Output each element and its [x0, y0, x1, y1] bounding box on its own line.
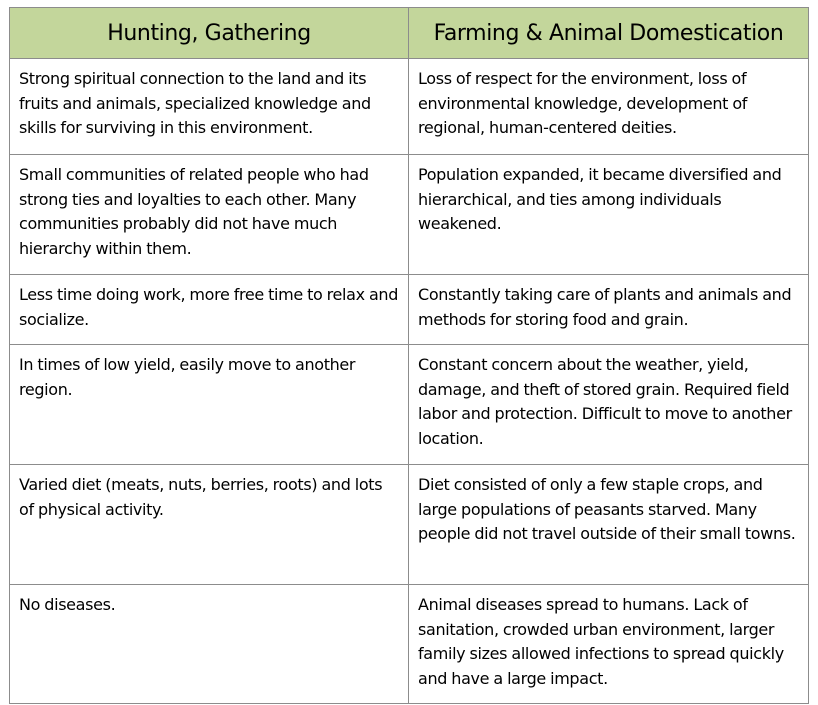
table-row	[10, 585, 809, 704]
hunting-cell: Less time doing work, more free time to relax and socialize.	[10, 275, 409, 345]
hunting-cell: In times of low yield, easily move to another region.	[10, 345, 409, 465]
farming-cell: Population expanded, it became diversified and hierarchical, and ties among individuals weakened.	[409, 155, 809, 275]
farming-cell: Constant concern about the weather, yield, damage, and theft of stored grain. Required field labor and protection. Difficult to move to another location.	[409, 345, 809, 465]
header-row	[10, 8, 809, 59]
hunting-cell: Small communities of related people who had strong ties and loyalties to each other. Many communities probably did not have much hierarchy within them.	[10, 155, 409, 275]
farming-cell: Diet consisted of only a few staple crops, and large populations of peasants starved. Many people did not travel outside of their small towns.	[409, 465, 809, 585]
header-hunting-gathering: Hunting, Gathering	[10, 8, 409, 59]
table-row	[10, 345, 809, 465]
table-row	[10, 155, 809, 275]
table-row	[10, 59, 809, 155]
header-farming-domestication: Farming & Animal Domestication	[409, 8, 809, 59]
table-row	[10, 465, 809, 585]
hunting-cell: No diseases.	[10, 585, 409, 704]
farming-cell: Loss of respect for the environment, loss of environmental knowledge, development of regional, human-centered deities.	[409, 59, 809, 155]
hunting-cell: Strong spiritual connection to the land and its fruits and animals, specialized knowledge and skills for surviving in this environment.	[10, 59, 409, 155]
farming-cell: Constantly taking care of plants and animals and methods for storing food and grain.	[409, 275, 809, 345]
comparison-table	[9, 7, 809, 704]
hunting-cell: Varied diet (meats, nuts, berries, roots) and lots of physical activity.	[10, 465, 409, 585]
table-row	[10, 275, 809, 345]
farming-cell: Animal diseases spread to humans. Lack of sanitation, crowded urban environment, larger family sizes allowed infections to spread quickly and have a large impact.	[409, 585, 809, 704]
